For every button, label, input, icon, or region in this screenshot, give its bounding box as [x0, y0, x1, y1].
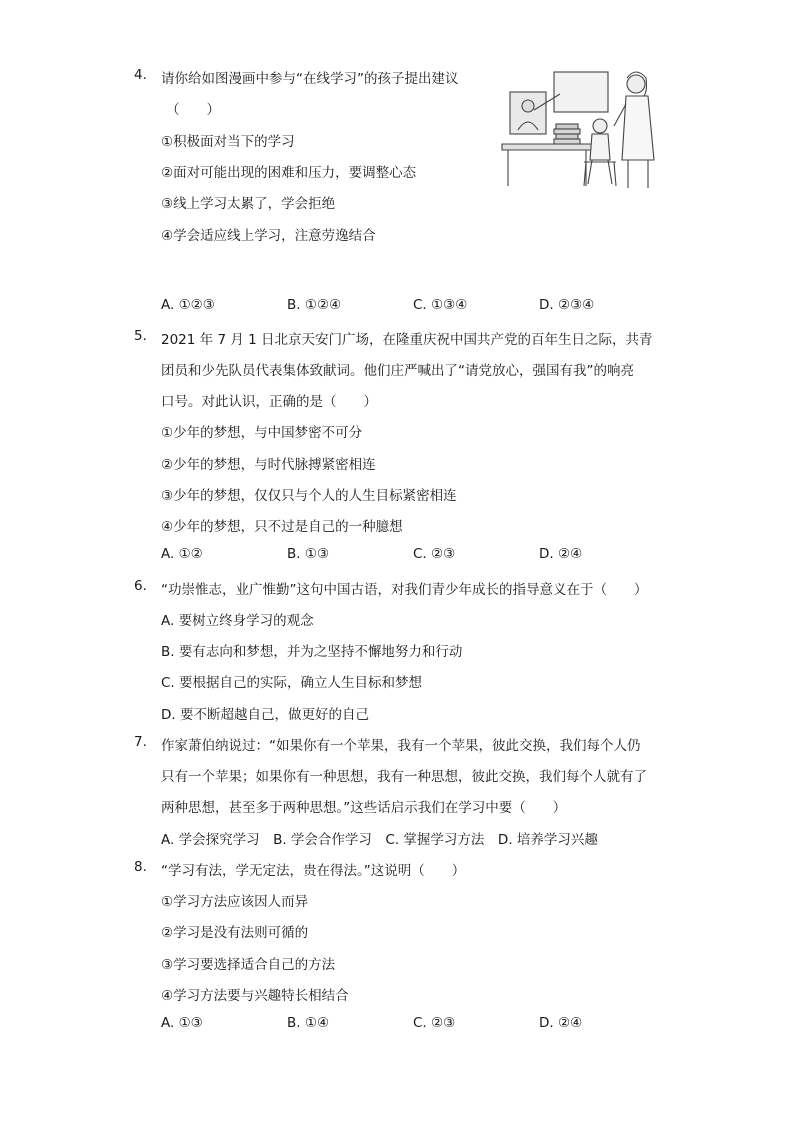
question-8-option-d: D. ②④ — [539, 1015, 583, 1031]
question-4-stem: 请你给如图漫画中参与“在线学习”的孩子提出建议 — [161, 71, 459, 87]
question-7-stem-line-3: 两种思想，甚至多于两种思想。”这些话启示我们在学习中要（ ） — [161, 800, 567, 816]
question-6-option-a: A. 要树立终身学习的观念 — [161, 613, 314, 629]
question-5-stem-line-2: 团员和少先队员代表集体致献词。他们庄严喊出了“请党放心，强国有我”的响亮 — [161, 363, 634, 379]
question-8-option-a: A. ①③ — [161, 1015, 203, 1031]
question-7-stem-line-2: 只有一个苹果；如果你有一种思想，我有一种思想，彼此交换，我们每个人就有了 — [161, 769, 647, 785]
question-4-answer-blank: （ ） — [166, 102, 220, 118]
question-8-statement-1: ①学习方法应该因人而异 — [161, 894, 309, 910]
question-5-option-d: D. ②④ — [539, 546, 583, 562]
question-8-statement-4: ④学习方法要与兴趣特长相结合 — [161, 988, 349, 1004]
question-6-option-c: C. 要根据自己的实际，确立人生目标和梦想 — [161, 675, 423, 691]
question-5-statement-2: ②少年的梦想，与时代脉搏紧密相连 — [161, 457, 376, 473]
question-7-options: A. 学会探究学习 B. 学会合作学习 C. 掌握学习方法 D. 培养学习兴趣 — [161, 832, 598, 848]
question-5-number: 5. — [134, 328, 147, 344]
question-6-option-d: D. 要不断超越自己，做更好的自己 — [161, 707, 369, 723]
question-4-number: 4. — [134, 67, 147, 83]
question-4-option-c: C. ①③④ — [413, 297, 468, 313]
question-8-statement-3: ③学习要选择适合自己的方法 — [161, 957, 336, 973]
question-8-number: 8. — [134, 859, 147, 875]
question-5-stem-line-3: 口号。对此认识，正确的是（ ） — [161, 394, 377, 410]
question-8-stem: “学习有法，学无定法，贵在得法。”这说明（ ） — [161, 863, 466, 879]
question-7-number: 7. — [134, 734, 147, 750]
question-8-statement-2: ②学习是没有法则可循的 — [161, 925, 309, 941]
question-5-statement-4: ④少年的梦想，只不过是自己的一种臆想 — [161, 519, 403, 535]
question-4-statement-1: ①积极面对当下的学习 — [161, 134, 295, 150]
question-5-statement-3: ③少年的梦想，仅仅只与个人的人生目标紧密相连 — [161, 488, 457, 504]
question-4-option-b: B. ①②④ — [287, 297, 342, 313]
question-8-option-c: C. ②③ — [413, 1015, 456, 1031]
question-5-option-c: C. ②③ — [413, 546, 456, 562]
question-4-statement-4: ④学会适应线上学习，注意劳逸结合 — [161, 228, 376, 244]
question-8-option-b: B. ①④ — [287, 1015, 330, 1031]
question-5-option-a: A. ①② — [161, 546, 203, 562]
question-6-option-b: B. 要有志向和梦想，并为之坚持不懈地努力和行动 — [161, 644, 463, 660]
online-learning-cartoon — [496, 64, 662, 192]
question-6-number: 6. — [134, 578, 147, 594]
question-5-stem-line-1: 2021 年 7 月 1 日北京天安门广场，在隆重庆祝中国共产党的百年生日之际，共青 — [161, 332, 653, 348]
question-6-stem: “功崇惟志，业广惟勤”这句中国古语，对我们青少年成长的指导意义在于（ ） — [161, 582, 648, 598]
question-5-option-b: B. ①③ — [287, 546, 330, 562]
question-4-option-a: A. ①②③ — [161, 297, 215, 313]
question-7-stem-line-1: 作家萧伯纳说过：“如果你有一个苹果，我有一个苹果，彼此交换，我们每个人仍 — [161, 738, 641, 754]
question-4-option-d: D. ②③④ — [539, 297, 595, 313]
question-4-statement-2: ②面对可能出现的困难和压力，要调整心态 — [161, 165, 417, 181]
question-5-statement-1: ①少年的梦想，与中国梦密不可分 — [161, 425, 363, 441]
question-4-statement-3: ③线上学习太累了，学会拒绝 — [161, 196, 336, 212]
